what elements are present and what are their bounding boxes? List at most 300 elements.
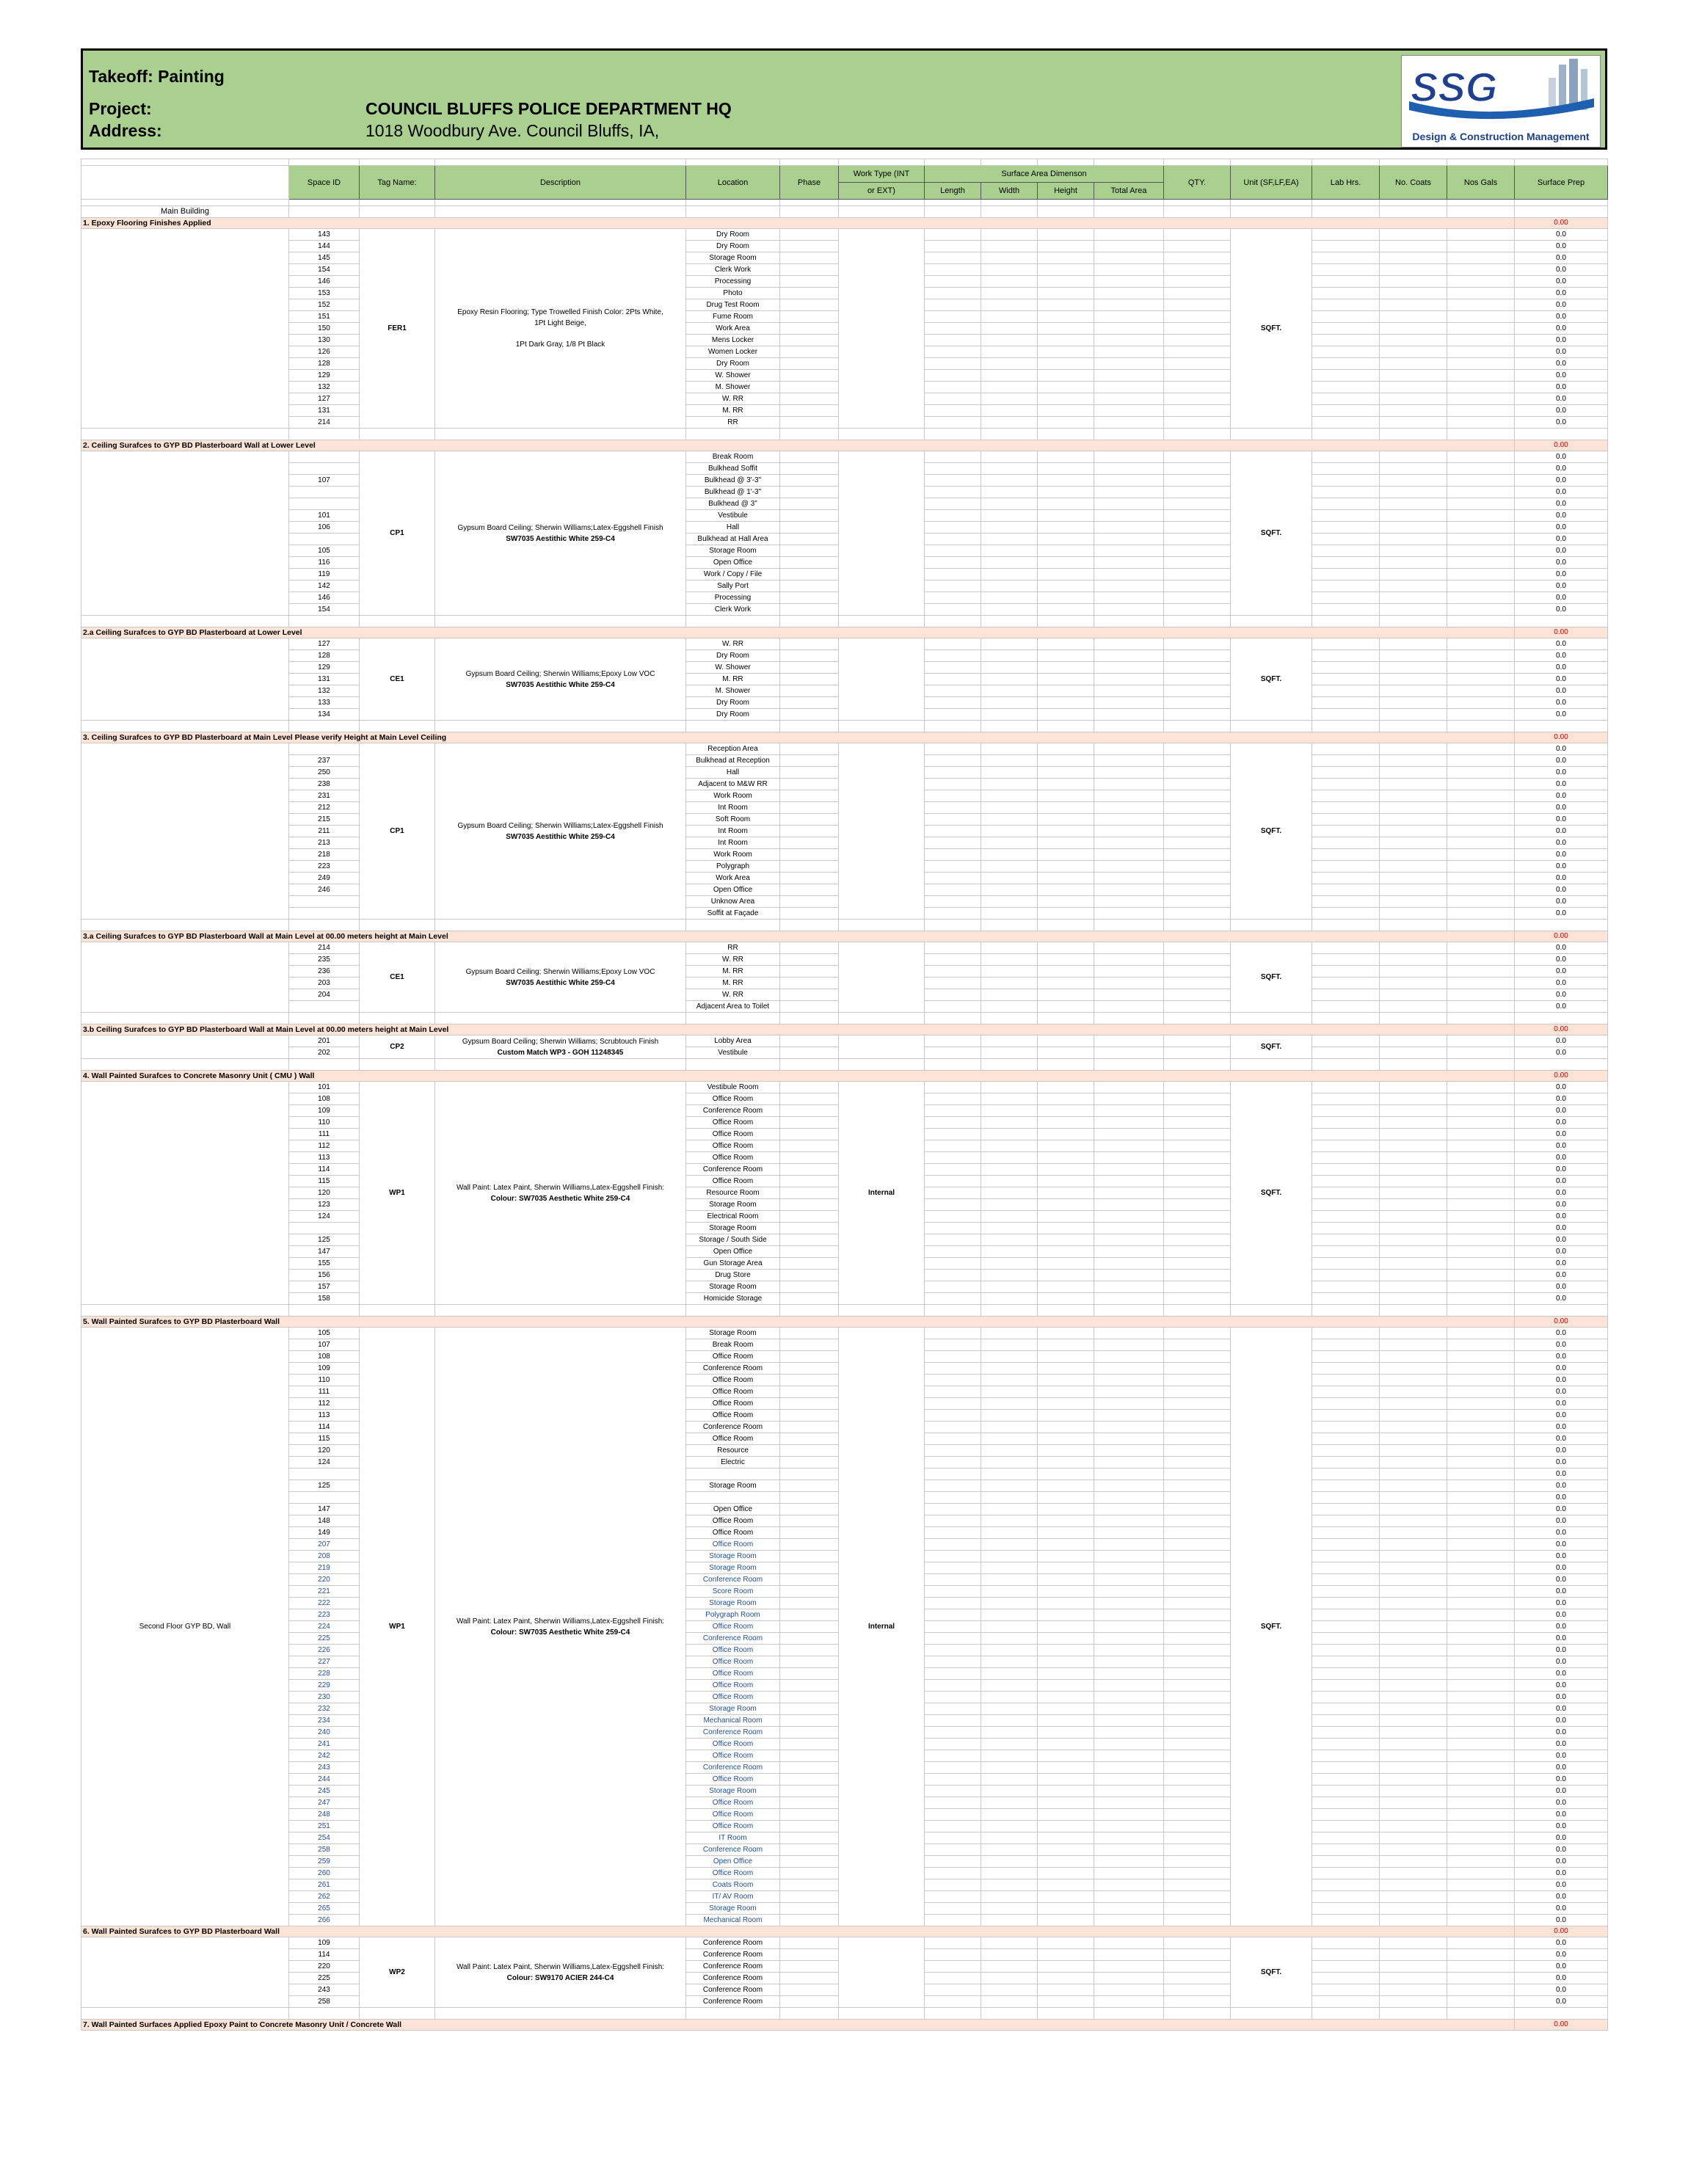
surface-prep-value: 0.0 bbox=[1515, 1551, 1608, 1562]
surface-prep-value: 0.0 bbox=[1515, 1715, 1608, 1727]
surface-prep-value: 0.0 bbox=[1515, 1903, 1608, 1915]
tag-name: CE1 bbox=[360, 942, 435, 1013]
project-address: 1018 Woodbury Ave. Council Bluffs, IA, bbox=[365, 121, 660, 140]
location: Gun Storage Area bbox=[686, 1258, 780, 1270]
location: Office Room bbox=[686, 1739, 780, 1750]
space-id: 214 bbox=[289, 942, 360, 954]
location: Drug Store bbox=[686, 1270, 780, 1281]
surface-prep-value: 0.0 bbox=[1515, 252, 1608, 264]
space-id: 131 bbox=[289, 405, 360, 417]
surface-prep-value: 0.0 bbox=[1515, 1621, 1608, 1633]
description-line: Wall Paint: Latex Paint, Sherwin Williams,Latex-Eggshell Finish: bbox=[456, 1183, 665, 1192]
svg-text:SSG: SSG bbox=[1411, 64, 1498, 110]
surface-prep-value: 0.0 bbox=[1515, 1176, 1608, 1187]
surface-prep-value: 0.0 bbox=[1515, 1797, 1608, 1809]
space-id: 258 bbox=[289, 1844, 360, 1856]
table-row bbox=[81, 743, 1608, 755]
surface-prep-value: 0.0 bbox=[1515, 1762, 1608, 1774]
section-title: 7. Wall Painted Surfaces Applied Epoxy Paint to Concrete Masonry Unit / Concrete Wall bbox=[81, 2020, 1515, 2031]
location: Storage Room bbox=[686, 1598, 780, 1609]
surface-prep-value: 0.0 bbox=[1515, 1187, 1608, 1199]
space-id: 207 bbox=[289, 1539, 360, 1551]
location: M. Shower bbox=[686, 685, 780, 697]
col-length: Length bbox=[925, 183, 981, 200]
location: Hall bbox=[686, 522, 780, 534]
section-header-row bbox=[81, 1071, 1608, 1082]
surface-prep-value: 0.0 bbox=[1515, 1234, 1608, 1246]
location: Conference Room bbox=[686, 1937, 780, 1949]
space-id: 131 bbox=[289, 674, 360, 685]
tag-name: WP2 bbox=[360, 1937, 435, 2008]
location: Bulkhead Soffit bbox=[686, 463, 780, 475]
location: Conference Room bbox=[686, 1762, 780, 1774]
description-line: Gypsum Board Ceiling; Sherwin Williams;Latex-Eggshell Finish bbox=[457, 523, 663, 532]
location: Office Room bbox=[686, 1539, 780, 1551]
surface-prep-value: 0.0 bbox=[1515, 534, 1608, 545]
surface-prep-value: 0.0 bbox=[1515, 1739, 1608, 1750]
section-total: 0.00 bbox=[1515, 440, 1608, 451]
space-id: 221 bbox=[289, 1586, 360, 1598]
space-id: 215 bbox=[289, 814, 360, 826]
space-id: 129 bbox=[289, 662, 360, 674]
section-title: 6. Wall Painted Surafces to GYP BD Plasterboard Wall bbox=[81, 1926, 1515, 1937]
section-note bbox=[81, 743, 289, 920]
space-id: 214 bbox=[289, 417, 360, 429]
space-id: 146 bbox=[289, 592, 360, 604]
location: Polygraph bbox=[686, 861, 780, 873]
location: Work Room bbox=[686, 790, 780, 802]
space-id: 201 bbox=[289, 1035, 360, 1047]
surface-prep-value: 0.0 bbox=[1515, 1562, 1608, 1574]
surface-prep-value: 0.0 bbox=[1515, 1949, 1608, 1961]
work-type bbox=[839, 1937, 925, 2008]
surface-prep-value: 0.0 bbox=[1515, 1809, 1608, 1821]
space-id: 112 bbox=[289, 1398, 360, 1410]
space-id: 126 bbox=[289, 346, 360, 358]
surface-prep-value: 0.0 bbox=[1515, 358, 1608, 370]
location: Storage Room bbox=[686, 1199, 780, 1211]
description-color: SW7035 Aestithic White 259-C4 bbox=[506, 680, 615, 689]
location: Dry Room bbox=[686, 650, 780, 662]
surface-prep-value: 0.0 bbox=[1515, 1750, 1608, 1762]
description-line: 1Pt Dark Gray, 1/8 Pt Black bbox=[515, 341, 605, 349]
surface-prep-value: 0.0 bbox=[1515, 1281, 1608, 1293]
location: W. RR bbox=[686, 638, 780, 650]
description bbox=[435, 1937, 686, 2008]
table-row bbox=[81, 451, 1608, 463]
section-title: 3.b Ceiling Surafces to GYP BD Plasterboard Wall at Main Level at 00.00 meters height at Main Level bbox=[81, 1024, 1515, 1035]
location: W. RR bbox=[686, 393, 780, 405]
description bbox=[435, 638, 686, 721]
table-row bbox=[81, 229, 1608, 241]
surface-prep-value: 0.0 bbox=[1515, 873, 1608, 884]
col-description: Description bbox=[435, 166, 686, 200]
location: Mechanical Room bbox=[686, 1915, 780, 1926]
col-unit: Unit (SF,LF,EA) bbox=[1231, 166, 1312, 200]
location: Office Room bbox=[686, 1809, 780, 1821]
location: M. RR bbox=[686, 966, 780, 978]
space-id: 218 bbox=[289, 849, 360, 861]
sheet-title: Takeoff: Painting bbox=[89, 67, 225, 86]
space-id: 144 bbox=[289, 241, 360, 252]
surface-prep-value: 0.0 bbox=[1515, 241, 1608, 252]
space-id: 108 bbox=[289, 1093, 360, 1105]
unit: SQFT. bbox=[1231, 1937, 1312, 2008]
space-id: 243 bbox=[289, 1762, 360, 1774]
surface-prep-value: 0.0 bbox=[1515, 487, 1608, 498]
surface-prep-value: 0.0 bbox=[1515, 1645, 1608, 1656]
location: Open Office bbox=[686, 1504, 780, 1515]
location: Storage Room bbox=[686, 1480, 780, 1492]
surface-prep-value: 0.0 bbox=[1515, 299, 1608, 311]
space-id: 156 bbox=[289, 1270, 360, 1281]
space-id: 265 bbox=[289, 1903, 360, 1915]
col-width: Width bbox=[981, 183, 1038, 200]
description bbox=[435, 1082, 686, 1305]
space-id: 251 bbox=[289, 1821, 360, 1832]
space-id: 254 bbox=[289, 1832, 360, 1844]
work-type: Internal bbox=[839, 1328, 925, 1926]
surface-prep-value: 0.0 bbox=[1515, 861, 1608, 873]
surface-prep-value: 0.0 bbox=[1515, 522, 1608, 534]
surface-prep-value: 0.0 bbox=[1515, 311, 1608, 323]
location: Work Area bbox=[686, 873, 780, 884]
space-id: 222 bbox=[289, 1598, 360, 1609]
col-no-coats: No. Coats bbox=[1380, 166, 1447, 200]
location: Office Room bbox=[686, 1527, 780, 1539]
work-type bbox=[839, 229, 925, 429]
space-id: 120 bbox=[289, 1445, 360, 1457]
space-id: 248 bbox=[289, 1809, 360, 1821]
surface-prep-value: 0.0 bbox=[1515, 1445, 1608, 1457]
space-id bbox=[289, 1223, 360, 1234]
section-total: 0.00 bbox=[1515, 2020, 1608, 2031]
location: Office Room bbox=[686, 1117, 780, 1129]
unit: SQFT. bbox=[1231, 1035, 1312, 1059]
surface-prep-value: 0.0 bbox=[1515, 1891, 1608, 1903]
space-id: 101 bbox=[289, 1082, 360, 1093]
location: Adjacent to M&W RR bbox=[686, 779, 780, 790]
location: Clerk Work bbox=[686, 604, 780, 616]
location: Int Room bbox=[686, 802, 780, 814]
surface-prep-value: 0.0 bbox=[1515, 674, 1608, 685]
surface-prep-value: 0.0 bbox=[1515, 1527, 1608, 1539]
surface-prep-value: 0.0 bbox=[1515, 743, 1608, 755]
location: Office Room bbox=[686, 1433, 780, 1445]
surface-prep-value: 0.0 bbox=[1515, 1140, 1608, 1152]
description-line: Gypsum Board Ceiling; Sherwin Williams;Epoxy Low VOC bbox=[465, 967, 655, 976]
space-id: 109 bbox=[289, 1363, 360, 1375]
description-line: Gypsum Board Ceiling; Sherwin Williams; Scrubtouch Finish bbox=[462, 1037, 659, 1046]
location: Office Room bbox=[686, 1176, 780, 1187]
location: Storage Room bbox=[686, 1281, 780, 1293]
surface-prep-value: 0.0 bbox=[1515, 557, 1608, 569]
description-color: Colour: SW7035 Aesthetic White 259-C4 bbox=[490, 1628, 630, 1637]
space-id: 146 bbox=[289, 276, 360, 288]
location: Homicide Storage bbox=[686, 1293, 780, 1305]
location: Office Room bbox=[686, 1750, 780, 1762]
location: Office Room bbox=[686, 1668, 780, 1680]
project-label: Project: bbox=[89, 99, 152, 118]
space-id bbox=[289, 896, 360, 908]
space-id: 250 bbox=[289, 767, 360, 779]
surface-prep-value: 0.0 bbox=[1515, 826, 1608, 837]
main-building-label: Main Building bbox=[81, 206, 289, 218]
section-title: 4. Wall Painted Surafces to Concrete Masonry Unit ( CMU ) Wall bbox=[81, 1071, 1515, 1082]
surface-prep-value: 0.0 bbox=[1515, 1973, 1608, 1984]
space-id: 157 bbox=[289, 1281, 360, 1293]
space-id bbox=[289, 908, 360, 920]
location: M. RR bbox=[686, 978, 780, 989]
space-id: 204 bbox=[289, 989, 360, 1001]
description bbox=[435, 451, 686, 616]
space-id: 120 bbox=[289, 1187, 360, 1199]
surface-prep-value: 0.0 bbox=[1515, 451, 1608, 463]
location: IT/ AV Room bbox=[686, 1891, 780, 1903]
location: Conference Room bbox=[686, 1844, 780, 1856]
location: Storage Room bbox=[686, 1551, 780, 1562]
space-id: 237 bbox=[289, 755, 360, 767]
location: Conference Room bbox=[686, 1633, 780, 1645]
surface-prep-value: 0.0 bbox=[1515, 1832, 1608, 1844]
space-id: 119 bbox=[289, 569, 360, 580]
space-id: 261 bbox=[289, 1879, 360, 1891]
section-header-row bbox=[81, 1926, 1608, 1937]
space-id bbox=[289, 534, 360, 545]
takeoff-table bbox=[81, 159, 1608, 2031]
location: Storage Room bbox=[686, 1703, 780, 1715]
col-surface-prep: Surface Prep bbox=[1515, 166, 1608, 200]
section-header-row bbox=[81, 732, 1608, 743]
space-id: 234 bbox=[289, 1715, 360, 1727]
surface-prep-value: 0.0 bbox=[1515, 1398, 1608, 1410]
space-id: 113 bbox=[289, 1410, 360, 1422]
surface-prep-value: 0.0 bbox=[1515, 1293, 1608, 1305]
location: Processing bbox=[686, 276, 780, 288]
address-label: Address: bbox=[89, 121, 162, 140]
location: Electric bbox=[686, 1457, 780, 1468]
surface-prep-value: 0.0 bbox=[1515, 1868, 1608, 1879]
surface-prep-value: 0.0 bbox=[1515, 1363, 1608, 1375]
surface-prep-value: 0.0 bbox=[1515, 966, 1608, 978]
location: Electrical Room bbox=[686, 1211, 780, 1223]
location: Office Room bbox=[686, 1129, 780, 1140]
section-note bbox=[81, 1082, 289, 1305]
space-id: 249 bbox=[289, 873, 360, 884]
description-color: SW7035 Aestithic White 259-C4 bbox=[506, 832, 615, 841]
location: Bulkhead @ 3'-3" bbox=[686, 475, 780, 487]
space-id: 148 bbox=[289, 1515, 360, 1527]
space-id: 202 bbox=[289, 1047, 360, 1059]
location: Conference Room bbox=[686, 1363, 780, 1375]
tag-name: WP1 bbox=[360, 1328, 435, 1926]
section-header-row bbox=[81, 931, 1608, 942]
surface-prep-value: 0.0 bbox=[1515, 1786, 1608, 1797]
surface-prep-value: 0.0 bbox=[1515, 276, 1608, 288]
section-note bbox=[81, 1937, 289, 2008]
section-title: 3.a Ceiling Surafces to GYP BD Plasterboard Wall at Main Level at 00.00 meters height at Main Level bbox=[81, 931, 1515, 942]
section-header-row bbox=[81, 218, 1608, 229]
location: Conference Room bbox=[686, 1984, 780, 1996]
col-total-area: Total Area bbox=[1094, 183, 1164, 200]
location: Work / Copy / File bbox=[686, 569, 780, 580]
surface-prep-value: 0.0 bbox=[1515, 1117, 1608, 1129]
space-id: 132 bbox=[289, 382, 360, 393]
surface-prep-value: 0.0 bbox=[1515, 1668, 1608, 1680]
location: RR bbox=[686, 942, 780, 954]
space-id: 225 bbox=[289, 1633, 360, 1645]
surface-prep-value: 0.0 bbox=[1515, 1375, 1608, 1386]
location: Break Room bbox=[686, 451, 780, 463]
location: W. Shower bbox=[686, 370, 780, 382]
surface-prep-value: 0.0 bbox=[1515, 1821, 1608, 1832]
space-id: 110 bbox=[289, 1375, 360, 1386]
surface-prep-value: 0.0 bbox=[1515, 370, 1608, 382]
col-work-type-1: Work Type (INT bbox=[839, 166, 925, 183]
work-type bbox=[839, 451, 925, 616]
surface-prep-value: 0.0 bbox=[1515, 814, 1608, 826]
location: Conference Room bbox=[686, 1164, 780, 1176]
space-id: 226 bbox=[289, 1645, 360, 1656]
description-line: Wall Paint: Latex Paint, Sherwin Williams,Latex-Eggshell Finish: bbox=[456, 1617, 665, 1626]
surface-prep-value: 0.0 bbox=[1515, 954, 1608, 966]
space-id bbox=[289, 1492, 360, 1504]
surface-prep-value: 0.0 bbox=[1515, 802, 1608, 814]
tag-name: WP1 bbox=[360, 1082, 435, 1305]
surface-prep-value: 0.0 bbox=[1515, 288, 1608, 299]
location: Office Room bbox=[686, 1410, 780, 1422]
surface-prep-value: 0.0 bbox=[1515, 779, 1608, 790]
table-row bbox=[81, 1328, 1608, 1339]
space-id: 227 bbox=[289, 1656, 360, 1668]
location: M. RR bbox=[686, 674, 780, 685]
surface-prep-value: 0.0 bbox=[1515, 1339, 1608, 1351]
space-id: 242 bbox=[289, 1750, 360, 1762]
col-lab-hrs: Lab Hrs. bbox=[1312, 166, 1380, 200]
surface-prep-value: 0.0 bbox=[1515, 592, 1608, 604]
surface-prep-value: 0.0 bbox=[1515, 790, 1608, 802]
space-id: 143 bbox=[289, 229, 360, 241]
location: Vestibule bbox=[686, 510, 780, 522]
space-id: 246 bbox=[289, 884, 360, 896]
surface-prep-value: 0.0 bbox=[1515, 1609, 1608, 1621]
location: Bulkhead at Reception bbox=[686, 755, 780, 767]
location: Storage Room bbox=[686, 1328, 780, 1339]
space-id: 145 bbox=[289, 252, 360, 264]
space-id: 149 bbox=[289, 1527, 360, 1539]
space-id: 147 bbox=[289, 1246, 360, 1258]
work-type bbox=[839, 743, 925, 920]
location: Int Room bbox=[686, 826, 780, 837]
space-id: 116 bbox=[289, 557, 360, 569]
surface-prep-value: 0.0 bbox=[1515, 1386, 1608, 1398]
unit: SQFT. bbox=[1231, 942, 1312, 1013]
tag-name: FER1 bbox=[360, 229, 435, 429]
space-id: 127 bbox=[289, 393, 360, 405]
space-id: 129 bbox=[289, 370, 360, 382]
location: Conference Room bbox=[686, 1961, 780, 1973]
space-id: 154 bbox=[289, 604, 360, 616]
col-space-id: Space ID bbox=[289, 166, 360, 200]
space-id: 105 bbox=[289, 545, 360, 557]
section-total: 0.00 bbox=[1515, 931, 1608, 942]
location: Break Room bbox=[686, 1339, 780, 1351]
location: Clerk Work bbox=[686, 264, 780, 276]
space-id: 230 bbox=[289, 1692, 360, 1703]
section-title: 2. Ceiling Surafces to GYP BD Plasterboard Wall at Lower Level bbox=[81, 440, 1515, 451]
location bbox=[686, 1492, 780, 1504]
space-id: 153 bbox=[289, 288, 360, 299]
section-note bbox=[81, 451, 289, 616]
col-nos-gals: Nos Gals bbox=[1447, 166, 1515, 200]
space-id: 124 bbox=[289, 1211, 360, 1223]
space-id: 130 bbox=[289, 335, 360, 346]
description-line: Wall Paint: Latex Paint, Sherwin Williams,Latex-Eggshell Finish: bbox=[456, 1962, 665, 1971]
space-id: 236 bbox=[289, 966, 360, 978]
location: Bulkhead at Hall Area bbox=[686, 534, 780, 545]
section-header-row bbox=[81, 1024, 1608, 1035]
location: Women Locker bbox=[686, 346, 780, 358]
space-id: 262 bbox=[289, 1891, 360, 1903]
space-id bbox=[289, 451, 360, 463]
surface-prep-value: 0.0 bbox=[1515, 1246, 1608, 1258]
space-id bbox=[289, 487, 360, 498]
location: Mechanical Room bbox=[686, 1715, 780, 1727]
surface-prep-value: 0.0 bbox=[1515, 1129, 1608, 1140]
location: Dry Room bbox=[686, 241, 780, 252]
description bbox=[435, 229, 686, 429]
space-id: 125 bbox=[289, 1234, 360, 1246]
surface-prep-value: 0.0 bbox=[1515, 1656, 1608, 1668]
location: Coats Room bbox=[686, 1879, 780, 1891]
space-id: 260 bbox=[289, 1868, 360, 1879]
surface-prep-value: 0.0 bbox=[1515, 1492, 1608, 1504]
table-row bbox=[81, 1937, 1608, 1949]
location: Lobby Area bbox=[686, 1035, 780, 1047]
location: Conference Room bbox=[686, 1422, 780, 1433]
location: Drug Test Room bbox=[686, 299, 780, 311]
location: Sally Port bbox=[686, 580, 780, 592]
space-id: 125 bbox=[289, 1480, 360, 1492]
surface-prep-value: 0.0 bbox=[1515, 755, 1608, 767]
surface-prep-value: 0.0 bbox=[1515, 1774, 1608, 1786]
description-line: 1Pt Light Beige, bbox=[534, 319, 586, 327]
surface-prep-value: 0.0 bbox=[1515, 1598, 1608, 1609]
location: Photo bbox=[686, 288, 780, 299]
section-note: Second Floor GYP BD, Wall bbox=[81, 1328, 289, 1926]
location: Office Room bbox=[686, 1386, 780, 1398]
space-id: 266 bbox=[289, 1915, 360, 1926]
section-total: 0.00 bbox=[1515, 627, 1608, 638]
unit: SQFT. bbox=[1231, 1328, 1312, 1926]
ssg-logo bbox=[1401, 55, 1601, 148]
unit: SQFT. bbox=[1231, 743, 1312, 920]
space-id: 134 bbox=[289, 709, 360, 721]
location: Score Room bbox=[686, 1586, 780, 1598]
surface-prep-value: 0.0 bbox=[1515, 1105, 1608, 1117]
surface-prep-value: 0.0 bbox=[1515, 709, 1608, 721]
location: Office Room bbox=[686, 1797, 780, 1809]
space-id: 132 bbox=[289, 685, 360, 697]
space-id: 107 bbox=[289, 475, 360, 487]
space-id: 235 bbox=[289, 954, 360, 966]
location: Open Office bbox=[686, 557, 780, 569]
unit: SQFT. bbox=[1231, 451, 1312, 616]
location: Storage Room bbox=[686, 1903, 780, 1915]
work-type: Internal bbox=[839, 1082, 925, 1305]
col-height: Height bbox=[1038, 183, 1094, 200]
location: Office Room bbox=[686, 1093, 780, 1105]
